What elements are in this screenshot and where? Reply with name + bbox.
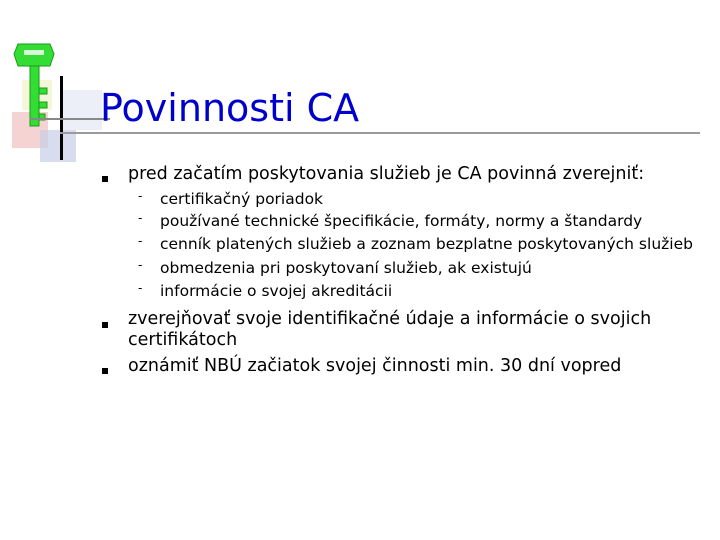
bullet-marker [102,322,108,328]
sub-bullet-text: cenník platených služieb a zoznam bezplatne poskytovaných služieb [160,235,693,253]
bullet-text: oznámiť NBÚ začiatok svojej činnosti min. 30 dní vopred [128,356,622,376]
sub-bullet-text: certifikačný poriadok [160,190,324,208]
bullet-text: zverejňovať svoje identifikačné údaje a informácie o svojich certifikátoch [128,309,652,350]
sub-bullet-text: obmedzenia pri poskytovaní služieb, ak existujú [160,259,532,277]
bullet-marker [102,368,108,374]
bullet-text: pred začatím poskytovania služieb je CA povinná zverejniť: [128,164,645,184]
sub-bullet-marker: - [138,258,143,272]
sub-bullet-text: používané technické špecifikácie, formáty, normy a štandardy [160,212,643,230]
bullet-marker [102,176,108,182]
sub-bullet-marker: - [138,211,143,225]
sub-bullet-marker: - [138,281,143,295]
sub-bullet-marker: - [138,189,143,203]
sub-bullet-text: informácie o svojej akreditácii [160,282,393,300]
sub-bullet-marker: - [138,234,143,248]
slide-title: Povinnosti CA [100,86,360,130]
